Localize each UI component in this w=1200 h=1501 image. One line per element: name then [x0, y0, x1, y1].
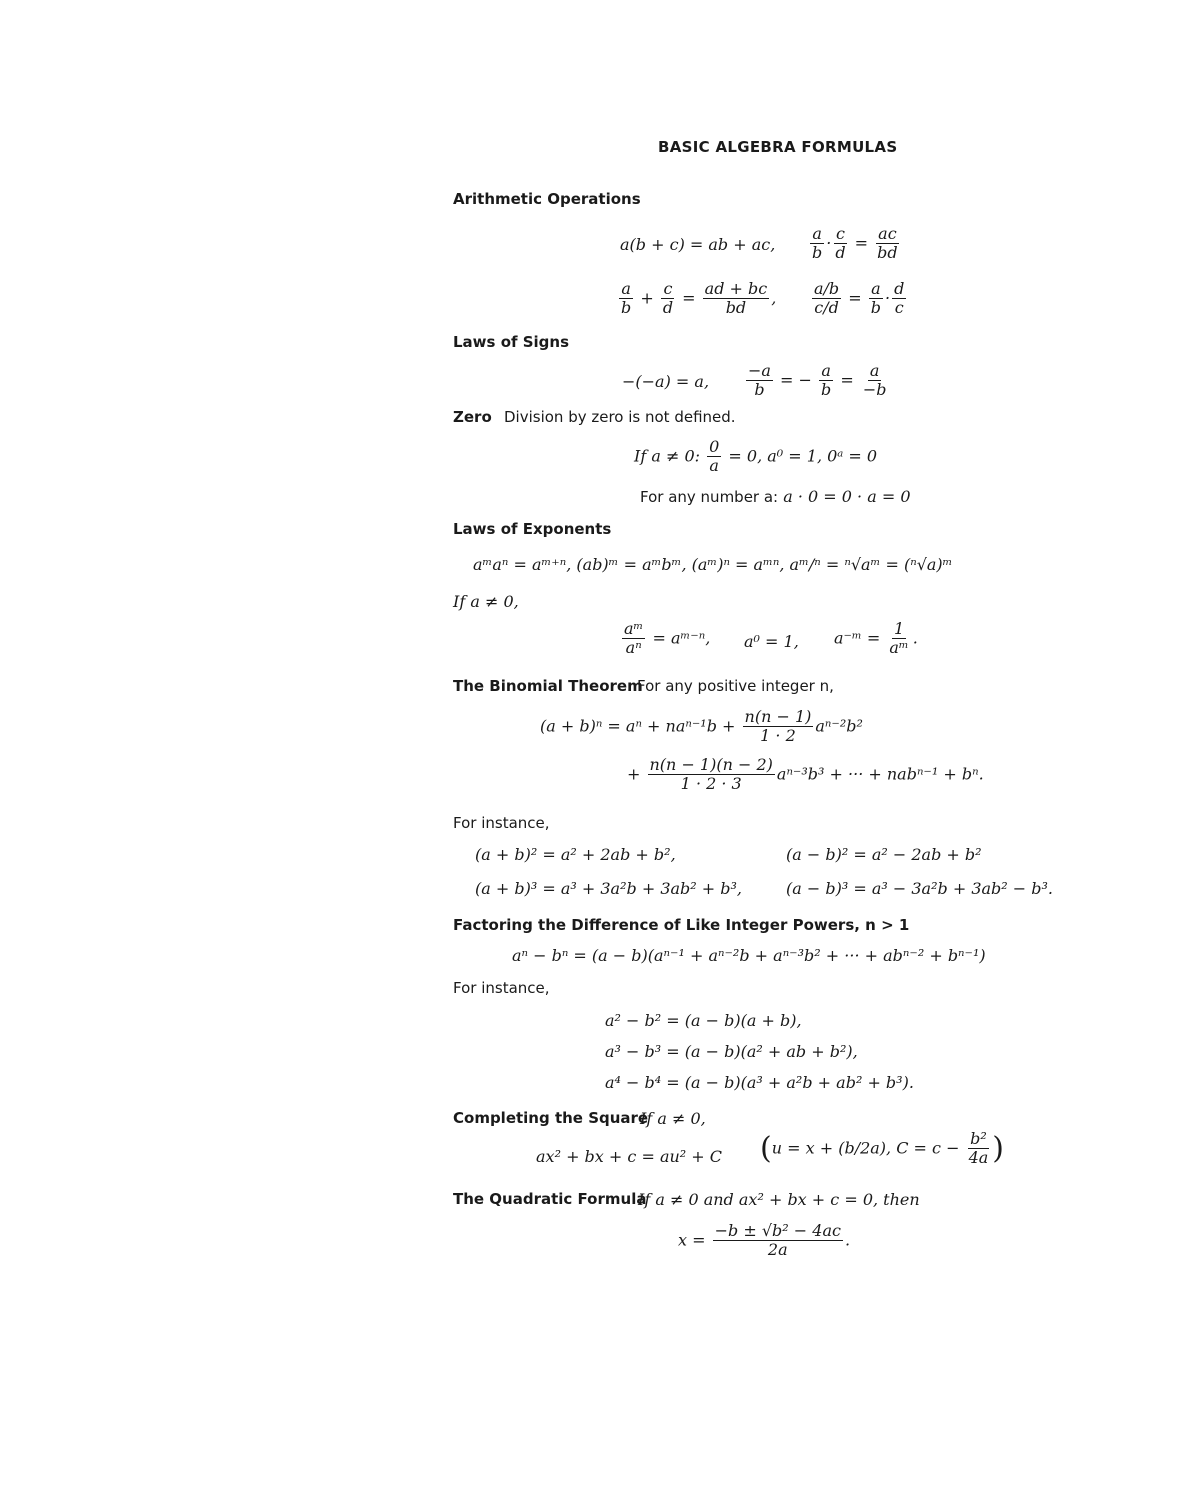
heading-signs: Laws of Signs [453, 333, 570, 351]
square-condition: If a ≠ 0, [640, 1109, 706, 1128]
formula-zero-rules: If a ≠ 0: $\frac{0}{a}$ = 0, a⁰ = 1, 0ᵃ = 0 [634, 437, 878, 476]
heading-factoring: Factoring the Difference of Like Integer Powers, n > 1 [453, 916, 910, 934]
formula-frac-product: $\frac{a}{b}$ · $\frac{c}{d}$ = $\frac{ac}{bd}$ [812, 224, 898, 263]
heading-binomial: The Binomial Theorem [453, 677, 643, 695]
formula-negative-power: a⁻ᵐ = $\frac{1}{\text{aᵐ}}$ . [834, 619, 918, 658]
heading-completing-square: Completing the Square [453, 1109, 649, 1127]
formula-square-definitions: (u = x + (b/2a), C = c − $\frac{\text{b²}}{4a}$ ) [760, 1129, 1005, 1168]
heading-quadratic: The Quadratic Formula [453, 1190, 647, 1208]
formula-factoring: aⁿ − bⁿ = (a − b)(aⁿ⁻¹ + aⁿ⁻²b + aⁿ⁻³b² + ··· + abⁿ⁻² + bⁿ⁻¹) [512, 946, 986, 965]
formula-zero-power: a⁰ = 1, [744, 632, 799, 651]
formula-square-plus: (a + b)² = a² + 2ab + b², [475, 845, 676, 864]
page-title: BASIC ALGEBRA FORMULAS [658, 138, 898, 156]
formula-frac-division: $\frac{a/b}{c/d}$ = $\frac{a}{b}$ · $\frac{d}{c}$ [814, 279, 905, 318]
formula-quadratic: x = $\frac{\text{−b ± √b² − 4ac}}{2a}$ . [678, 1221, 851, 1260]
formula-binomial-line1: (a + b)ⁿ = aⁿ + naⁿ⁻¹b + $\frac{n(n - 1)}{1 \cdot 2}$ aⁿ⁻²b² [540, 707, 863, 746]
formula-exponent-rules: aᵐaⁿ = aᵐ⁺ⁿ, (ab)ᵐ = aᵐbᵐ, (aᵐ)ⁿ = aᵐⁿ, aᵐ/ⁿ = ⁿ√aᵐ = (ⁿ√a)ᵐ [473, 555, 953, 574]
formula-square-lhs: ax² + bx + c = au² + C [536, 1147, 723, 1166]
heading-exponents: Laws of Exponents [453, 520, 612, 538]
exponents-condition: If a ≠ 0, [453, 592, 519, 611]
formula-exponent-quotient: $\frac{\text{aᵐ}}{\text{aⁿ}}$ = aᵐ⁻ⁿ, [624, 619, 711, 658]
formula-sign-fractions: $\frac{-a}{b}$ = − $\frac{a}{b}$ = $\frac{a}{-b}$ [748, 361, 887, 400]
formula-square-minus: (a − b)² = a² − 2ab + b² [786, 845, 982, 864]
heading-zero: Zero [453, 408, 492, 426]
formula-distributive: a(b + c) = ab + ac, [620, 235, 776, 254]
instance-label-2: For instance, [453, 979, 550, 997]
binomial-intro: For any positive integer n, [637, 677, 834, 695]
instance-label-1: For instance, [453, 814, 550, 832]
heading-arithmetic: Arithmetic Operations [453, 190, 641, 208]
formula-diff-fourth: a⁴ − b⁴ = (a − b)(a³ + a²b + ab² + b³). [605, 1073, 914, 1092]
formula-cube-minus: (a − b)³ = a³ − 3a²b + 3ab² − b³. [786, 879, 1054, 898]
formula-cube-plus: (a + b)³ = a³ + 3a²b + 3ab² + b³, [475, 879, 743, 898]
zero-note: Division by zero is not defined. [504, 408, 736, 426]
formula-diff-squares: a² − b² = (a − b)(a + b), [605, 1011, 802, 1030]
formula-zero-product: For any number a: a · 0 = 0 · a = 0 [640, 487, 911, 506]
formula-diff-cubes: a³ − b³ = (a − b)(a² + ab + b²), [605, 1042, 858, 1061]
formula-frac-sum: $\frac{a}{b}$ + $\frac{c}{d}$ = $\frac{ad + bc}{bd}$ , [621, 279, 777, 318]
quadratic-condition: If a ≠ 0 and ax² + bx + c = 0, then [638, 1190, 920, 1209]
formula-double-negative: −(−a) = a, [622, 372, 710, 391]
formula-binomial-line2: + $\frac{n(n - 1)(n - 2)}{1 \cdot 2 \cdot 3}$ aⁿ⁻³b³ + ··· + nabⁿ⁻¹ + bⁿ. [627, 755, 984, 794]
